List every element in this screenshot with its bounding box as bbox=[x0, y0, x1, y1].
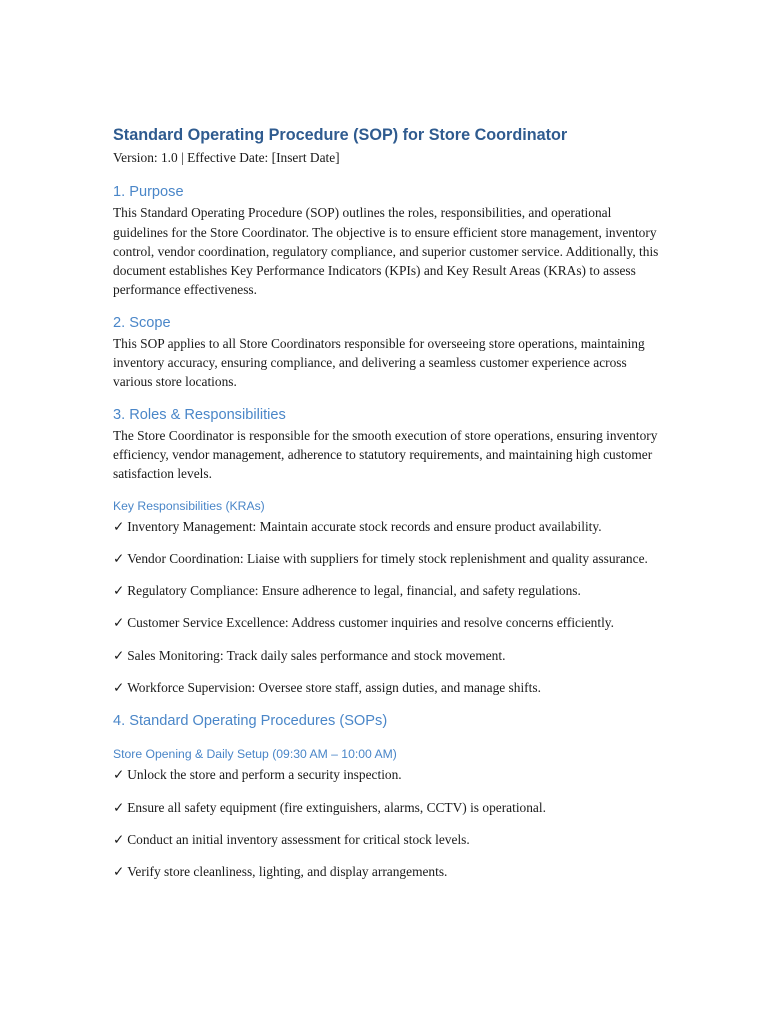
purpose-body: This Standard Operating Procedure (SOP) outlines the roles, responsibilities, and operational guidelines for the Store Coordinator. The objective is to ensure efficient store management, inventory control, vendor coordination, regulatory compliance, and superior customer service. Additionally, this document establishes Key Performance Indicators (KPIs) and Key Result Areas (KRAs) to assess performance effectiveness. bbox=[113, 205, 659, 298]
scope-body: This SOP applies to all Store Coordinators responsible for overseeing store operations, maintaining inventory accuracy, ensuring compliance, and delivering a seamless customer experience across various store locations. bbox=[113, 335, 645, 390]
check-icon: ✓ bbox=[113, 831, 125, 847]
check-icon: ✓ bbox=[113, 550, 125, 566]
check-icon: ✓ bbox=[113, 615, 125, 631]
kra-item-text: Workforce Supervision: Oversee store staff, assign duties, and manage shifts. bbox=[127, 680, 541, 696]
kra-item-text: Inventory Management: Maintain accurate stock records and ensure product availability. bbox=[127, 518, 602, 534]
opening-step-text: Verify store cleanliness, lighting, and display arrangements. bbox=[127, 864, 448, 880]
opening-step bbox=[113, 830, 661, 849]
opening-step-text: Ensure all safety equipment (fire extinguishers, alarms, CCTV) is operational. bbox=[127, 799, 546, 815]
opening-heading: Store Opening & Daily Setup (09:30 AM – 10:00 AM) bbox=[113, 747, 397, 762]
kra-item bbox=[113, 517, 661, 536]
kra-item bbox=[113, 613, 661, 632]
roles-body: The Store Coordinator is responsible for the smooth execution of store operations, ensuring inventory efficiency, vendor management, adherence to statutory requirements, and maintaining high customer satisfaction levels. bbox=[113, 427, 658, 482]
kra-heading: Key Responsibilities (KRAs) bbox=[113, 498, 265, 513]
document-page bbox=[113, 124, 661, 882]
check-icon: ✓ bbox=[113, 647, 125, 663]
check-icon: ✓ bbox=[113, 864, 125, 880]
sops-heading: 4. Standard Operating Procedures (SOPs) bbox=[113, 713, 388, 730]
scope-heading: 2. Scope bbox=[113, 314, 171, 331]
opening-step-text: Unlock the store and perform a security inspection. bbox=[127, 767, 402, 783]
version-line: Version: 1.0 | Effective Date: [Insert Date] bbox=[113, 150, 340, 165]
check-icon: ✓ bbox=[113, 583, 125, 599]
kra-item-text: Regulatory Compliance: Ensure adherence to legal, financial, and safety regulations. bbox=[127, 583, 581, 599]
check-icon: ✓ bbox=[113, 767, 125, 783]
opening-step bbox=[113, 798, 661, 817]
check-icon: ✓ bbox=[113, 680, 125, 696]
kra-item-text: Customer Service Excellence: Address customer inquiries and resolve concerns efficiently. bbox=[127, 615, 614, 631]
kra-item bbox=[113, 646, 661, 665]
kra-item-text: Vendor Coordination: Liaise with suppliers for timely stock replenishment and quality assurance. bbox=[127, 550, 648, 566]
opening-step-text: Conduct an initial inventory assessment for critical stock levels. bbox=[127, 831, 470, 847]
check-icon: ✓ bbox=[113, 799, 125, 815]
purpose-heading: 1. Purpose bbox=[113, 184, 184, 201]
roles-heading: 3. Roles & Responsibilities bbox=[113, 406, 286, 423]
check-icon: ✓ bbox=[113, 518, 125, 534]
kra-item bbox=[113, 581, 661, 600]
kra-item bbox=[113, 549, 661, 568]
kra-item-text: Sales Monitoring: Track daily sales performance and stock movement. bbox=[127, 647, 506, 663]
kra-item bbox=[113, 678, 661, 697]
document-title: Standard Operating Procedure (SOP) for Store Coordinator bbox=[113, 126, 568, 144]
opening-step bbox=[113, 765, 661, 784]
opening-step bbox=[113, 862, 661, 881]
